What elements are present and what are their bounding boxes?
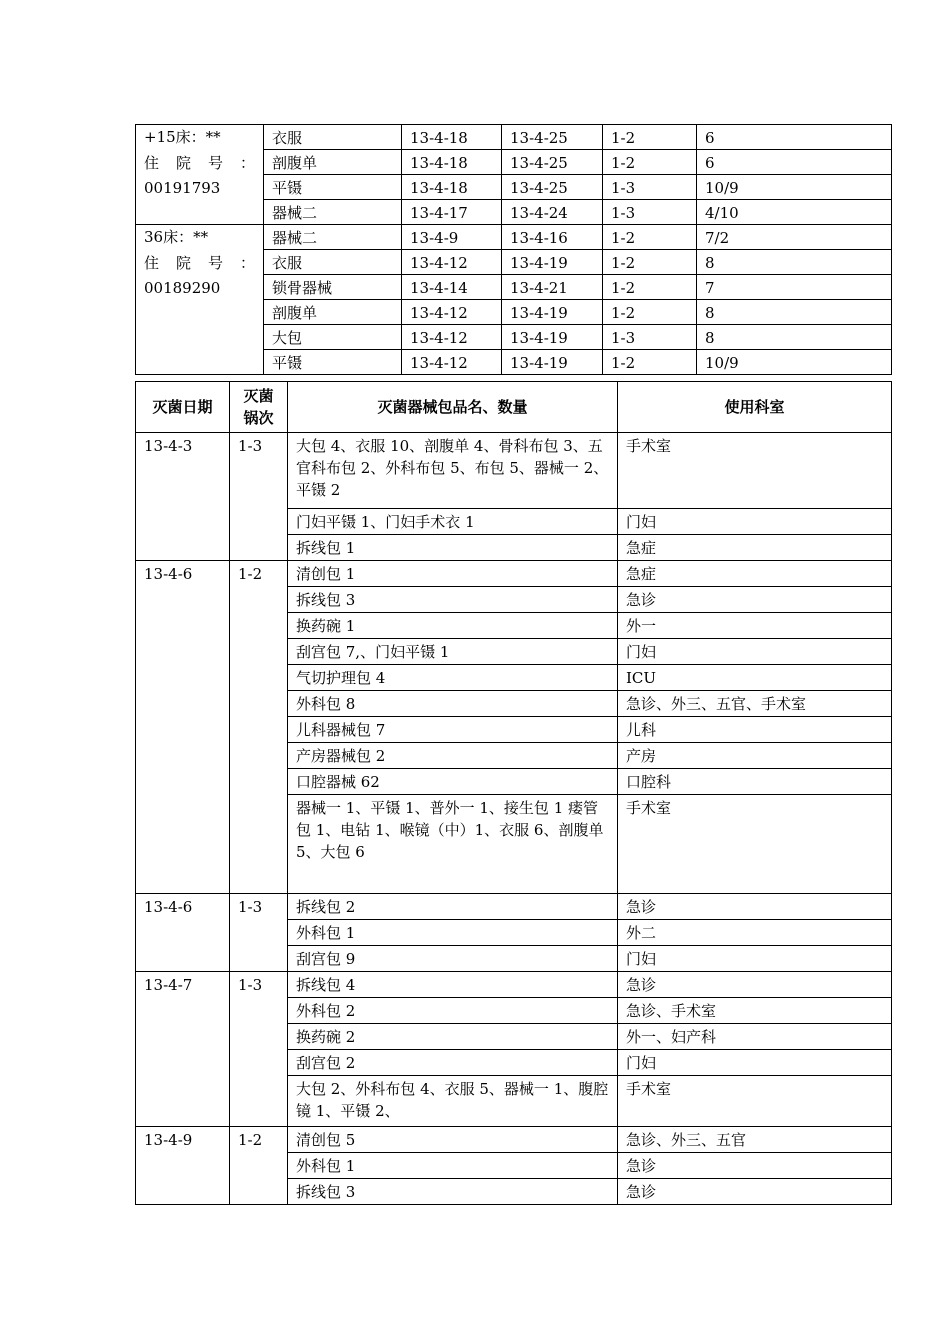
department: 手术室 <box>618 1076 892 1127</box>
expiry-date: 13-4-16 <box>502 225 603 250</box>
package-items: 气切护理包 4 <box>288 665 618 691</box>
patient-item-row <box>136 125 892 150</box>
expiry-date: 13-4-19 <box>502 300 603 325</box>
count: 8 <box>697 325 892 350</box>
package-name: 器械二 <box>264 225 402 250</box>
sterile-date: 13-4-17 <box>402 200 502 225</box>
patient-info-cell <box>136 225 264 375</box>
count: 8 <box>697 250 892 275</box>
header-batch-line1: 灭菌 <box>243 387 274 405</box>
package-name: 剖腹单 <box>264 150 402 175</box>
package-items: 刮宫包 9 <box>288 946 618 972</box>
sterile-date: 13-4-12 <box>402 325 502 350</box>
sterilization-batch: 1-3 <box>230 894 288 972</box>
package-name: 锁骨器械 <box>264 275 402 300</box>
expiry-date: 13-4-21 <box>502 275 603 300</box>
department: 手术室 <box>618 795 892 894</box>
package-items: 清创包 1 <box>288 561 618 587</box>
batch: 1-2 <box>603 275 697 300</box>
batch: 1-3 <box>603 175 697 200</box>
package-name: 器械二 <box>264 200 402 225</box>
department: 急症 <box>618 535 892 561</box>
department: 外一 <box>618 613 892 639</box>
department: 儿科 <box>618 717 892 743</box>
package-items: 拆线包 4 <box>288 972 618 998</box>
count: 10/9 <box>697 175 892 200</box>
admission-label-char: 住 <box>144 253 160 272</box>
package-name: 剖腹单 <box>264 300 402 325</box>
admission-number: 00191793 <box>144 179 221 197</box>
department: 门妇 <box>618 1050 892 1076</box>
sterile-date: 13-4-18 <box>402 150 502 175</box>
patient-info-cell <box>136 125 264 225</box>
department: 外一、妇产科 <box>618 1024 892 1050</box>
header-dept: 使用科室 <box>618 382 892 433</box>
admission-label-char: 住 <box>144 153 160 172</box>
package-items: 大包 2、外科布包 4、衣服 5、器械一 1、腹腔镜 1、平镊 2、 <box>288 1076 618 1127</box>
admission-number: 00189290 <box>144 279 221 297</box>
sterilization-batch: 1-2 <box>230 561 288 894</box>
package-items: 清创包 5 <box>288 1127 618 1153</box>
package-items: 儿科器械包 7 <box>288 717 618 743</box>
sterilization-row <box>136 561 892 587</box>
header-date: 灭菌日期 <box>136 382 230 433</box>
patient-bed: +15床：** <box>144 128 221 146</box>
batch: 1-2 <box>603 225 697 250</box>
package-items: 拆线包 1 <box>288 535 618 561</box>
expiry-date: 13-4-19 <box>502 250 603 275</box>
package-items: 刮宫包 2 <box>288 1050 618 1076</box>
department: 产房 <box>618 743 892 769</box>
department: 门妇 <box>618 509 892 535</box>
sterile-date: 13-4-12 <box>402 350 502 375</box>
patient-package-table <box>135 124 892 375</box>
sterilization-batch: 1-3 <box>230 433 288 561</box>
department: 急诊 <box>618 972 892 998</box>
admission-label-char: 院 <box>175 153 191 172</box>
sterilization-date: 13-4-7 <box>136 972 230 1127</box>
department: 急诊、外三、五官 <box>618 1127 892 1153</box>
header-row <box>136 382 892 433</box>
department: 口腔科 <box>618 769 892 795</box>
expiry-date: 13-4-19 <box>502 325 603 350</box>
admission-label-char: ： <box>239 253 255 272</box>
package-items: 大包 4、衣服 10、剖腹单 4、骨科布包 3、五官科布包 2、外科布包 5、布包 5、器械一 2、平镊 2 <box>288 433 618 509</box>
department: 急诊 <box>618 587 892 613</box>
department: 手术室 <box>618 433 892 509</box>
package-items: 刮宫包 7,、门妇平镊 1 <box>288 639 618 665</box>
package-items: 拆线包 3 <box>288 587 618 613</box>
sterile-date: 13-4-14 <box>402 275 502 300</box>
department: 外二 <box>618 920 892 946</box>
sterilization-row <box>136 894 892 920</box>
expiry-date: 13-4-25 <box>502 150 603 175</box>
package-items: 门妇平镊 1、门妇手术衣 1 <box>288 509 618 535</box>
department: 门妇 <box>618 639 892 665</box>
package-name: 大包 <box>264 325 402 350</box>
count: 10/9 <box>697 350 892 375</box>
sterilization-record-table <box>135 381 892 1205</box>
package-items: 外科包 1 <box>288 920 618 946</box>
count: 8 <box>697 300 892 325</box>
header-items: 灭菌器械包品名、数量 <box>288 382 618 433</box>
sterilization-date: 13-4-9 <box>136 1127 230 1205</box>
sterile-date: 13-4-9 <box>402 225 502 250</box>
header-batch <box>230 382 288 433</box>
expiry-date: 13-4-24 <box>502 200 603 225</box>
count: 6 <box>697 125 892 150</box>
sterilization-batch: 1-2 <box>230 1127 288 1205</box>
department: 急诊、手术室 <box>618 998 892 1024</box>
sterile-date: 13-4-12 <box>402 300 502 325</box>
sterilization-row <box>136 433 892 509</box>
package-items: 换药碗 1 <box>288 613 618 639</box>
count: 7 <box>697 275 892 300</box>
department: ICU <box>618 665 892 691</box>
package-name: 衣服 <box>264 125 402 150</box>
sterilization-date: 13-4-6 <box>136 894 230 972</box>
admission-label-char: ： <box>239 153 255 172</box>
admission-label-char: 号 <box>207 253 223 272</box>
sterile-date: 13-4-18 <box>402 175 502 200</box>
sterilization-row <box>136 1127 892 1153</box>
package-items: 外科包 1 <box>288 1153 618 1179</box>
admission-label <box>144 251 255 277</box>
expiry-date: 13-4-25 <box>502 175 603 200</box>
batch: 1-2 <box>603 150 697 175</box>
count: 6 <box>697 150 892 175</box>
package-items: 口腔器械 62 <box>288 769 618 795</box>
batch: 1-2 <box>603 350 697 375</box>
batch: 1-3 <box>603 325 697 350</box>
package-items: 外科包 2 <box>288 998 618 1024</box>
batch: 1-2 <box>603 300 697 325</box>
batch: 1-2 <box>603 125 697 150</box>
batch: 1-2 <box>603 250 697 275</box>
department: 急诊、外三、五官、手术室 <box>618 691 892 717</box>
patient-bed: 36床：** <box>144 228 209 246</box>
sterilization-batch: 1-3 <box>230 972 288 1127</box>
admission-label <box>144 151 255 177</box>
sterilization-date: 13-4-3 <box>136 433 230 561</box>
package-items: 换药碗 2 <box>288 1024 618 1050</box>
sterile-date: 13-4-18 <box>402 125 502 150</box>
sterilization-date: 13-4-6 <box>136 561 230 894</box>
sterilization-row <box>136 972 892 998</box>
package-name: 平镊 <box>264 175 402 200</box>
count: 4/10 <box>697 200 892 225</box>
department: 急诊 <box>618 1153 892 1179</box>
patient-item-row <box>136 225 892 250</box>
package-items: 拆线包 3 <box>288 1179 618 1205</box>
package-items: 外科包 8 <box>288 691 618 717</box>
expiry-date: 13-4-19 <box>502 350 603 375</box>
package-items: 器械一 1、平镊 1、普外一 1、接生包 1 瘘管包 1、电钻 1、喉镜（中）1、衣服 6、剖腹单 5、大包 6 <box>288 795 618 894</box>
count: 7/2 <box>697 225 892 250</box>
package-items: 产房器械包 2 <box>288 743 618 769</box>
department: 门妇 <box>618 946 892 972</box>
expiry-date: 13-4-25 <box>502 125 603 150</box>
admission-label-char: 院 <box>175 253 191 272</box>
batch: 1-3 <box>603 200 697 225</box>
package-items: 拆线包 2 <box>288 894 618 920</box>
header-batch-line2: 锅次 <box>243 409 274 427</box>
sterile-date: 13-4-12 <box>402 250 502 275</box>
department: 急诊 <box>618 1179 892 1205</box>
admission-label-char: 号 <box>207 153 223 172</box>
department: 急诊 <box>618 894 892 920</box>
department: 急症 <box>618 561 892 587</box>
package-name: 衣服 <box>264 250 402 275</box>
package-name: 平镊 <box>264 350 402 375</box>
